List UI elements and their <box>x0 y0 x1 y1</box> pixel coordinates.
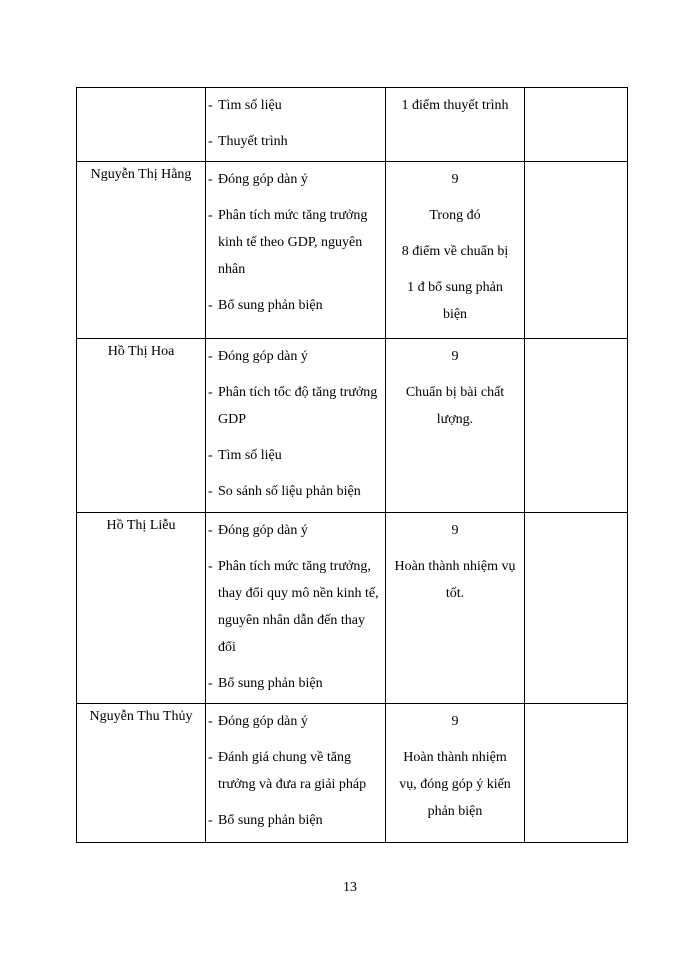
task-item: - Đánh giá chung về tăng trưởng và đưa ra giải pháp <box>208 750 367 792</box>
table-row <box>77 162 628 339</box>
score-cell <box>386 162 525 339</box>
task-text: So sánh số liệu phản biện <box>218 484 361 499</box>
task-text: Tìm số liệu <box>218 98 282 113</box>
score-line: Hoàn thành nhiệm vụ, đóng góp ý kiến phản biện <box>399 750 511 819</box>
tasks-cell <box>206 339 386 513</box>
note-cell <box>525 88 628 162</box>
task-text: Thuyết trình <box>218 134 288 149</box>
task-text: Đóng góp dàn ý <box>218 349 308 364</box>
score-line: Hoàn thành nhiệm vụ tốt. <box>394 559 516 601</box>
tasks-cell <box>206 704 386 843</box>
task-text: Phân tích tốc độ tăng trưởng GDP <box>218 385 378 427</box>
score-line: Trong đó <box>429 208 481 223</box>
task-item: - Phân tích mức tăng trưởng kinh tế theo GDP, nguyên nhân <box>208 208 368 277</box>
score-line: 1 đ bổ sung phản biện <box>407 280 503 322</box>
score-cell <box>386 339 525 513</box>
task-item: - Đóng góp dàn ý <box>208 714 308 729</box>
task-text: Phân tích mức tăng trưởng, thay đổi quy mô nền kinh tế, nguyên nhân dẫn đến thay đổi <box>218 559 379 655</box>
task-item: - Phân tích tốc độ tăng trưởng GDP <box>208 385 378 427</box>
score-cell <box>386 704 525 843</box>
score-line: 9 <box>451 172 459 187</box>
member-name-cell: Hồ Thị Liễu <box>77 513 206 704</box>
task-text: Phân tích mức tăng trưởng kinh tế theo GDP, nguyên nhân <box>218 208 368 277</box>
task-item: - Phân tích mức tăng trưởng, thay đổi quy mô nền kinh tế, nguyên nhân dẫn đến thay đổi <box>208 559 379 655</box>
task-text: Đóng góp dàn ý <box>218 714 308 729</box>
task-item: - Bổ sung phản biện <box>208 813 323 828</box>
note-cell <box>525 162 628 339</box>
table-row <box>77 704 628 843</box>
page-number: 13 <box>343 880 357 895</box>
grading-table-body <box>77 88 628 843</box>
task-item: - Thuyết trình <box>208 134 288 149</box>
score-cell <box>386 513 525 704</box>
member-name-cell: Nguyễn Thị Hằng <box>77 162 206 339</box>
score-line: Chuẩn bị bài chất lượng. <box>405 385 505 427</box>
task-item: - Bổ sung phản biện <box>208 298 323 313</box>
tasks-cell <box>206 162 386 339</box>
tasks-cell <box>206 88 386 162</box>
task-item: - Đóng góp dàn ý <box>208 172 308 187</box>
note-cell <box>525 513 628 704</box>
table-row <box>77 88 628 162</box>
task-text: Tìm số liệu <box>218 448 282 463</box>
task-item: - Đóng góp dàn ý <box>208 523 308 538</box>
score-line: 9 <box>451 714 459 729</box>
score-line: 9 <box>451 523 459 538</box>
task-item: - So sánh số liệu phản biện <box>208 484 361 499</box>
task-text: Đánh giá chung về tăng trưởng và đưa ra giải pháp <box>218 750 367 792</box>
task-text: Bổ sung phản biện <box>218 813 323 828</box>
task-text: Bổ sung phản biện <box>218 676 323 691</box>
tasks-cell <box>206 513 386 704</box>
task-text: Đóng góp dàn ý <box>218 172 308 187</box>
task-text: Bổ sung phản biện <box>218 298 323 313</box>
task-item: - Bổ sung phản biện <box>208 676 323 691</box>
task-item: - Tìm số liệu <box>208 448 282 463</box>
member-name-cell: Hồ Thị Hoa <box>77 339 206 513</box>
grading-table <box>76 87 628 843</box>
task-item: - Tìm số liệu <box>208 98 282 113</box>
note-cell <box>525 704 628 843</box>
score-line: 9 <box>451 349 459 364</box>
table-row <box>77 513 628 704</box>
score-line: 8 điểm về chuẩn bị <box>401 244 509 259</box>
task-item: - Đóng góp dàn ý <box>208 349 308 364</box>
task-text: Đóng góp dàn ý <box>218 523 308 538</box>
note-cell <box>525 339 628 513</box>
member-name-cell: Nguyễn Thu Thủy <box>77 704 206 843</box>
score-cell <box>386 88 525 162</box>
score-line: 1 điểm thuyết trình <box>401 98 509 113</box>
member-name-cell <box>77 88 206 162</box>
table-row <box>77 339 628 513</box>
